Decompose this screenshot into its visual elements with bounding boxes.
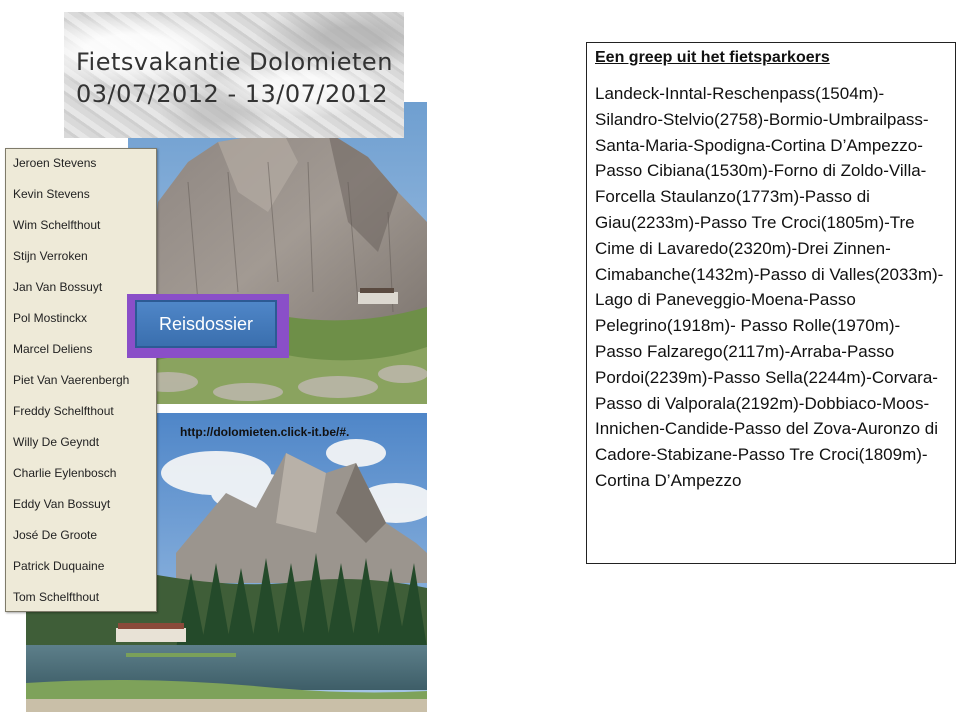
participant-item[interactable]: Piet Van Vaerenbergh (13, 373, 130, 387)
participant-item[interactable]: Pol Mostinckx (13, 311, 88, 325)
participant-item[interactable]: Eddy Van Bossuyt (13, 497, 111, 511)
participant-item[interactable]: Kevin Stevens (13, 187, 90, 201)
participant-item[interactable]: Wim Schelfthout (13, 218, 101, 232)
participant-item[interactable]: Jeroen Stevens (13, 156, 97, 170)
participant-item[interactable]: Freddy Schelfthout (13, 404, 114, 418)
route-description: Landeck-Inntal-Reschenpass(1504m)-Silandro-Stelvio(2758)-Bormio-Umbrailpass-Santa-Maria-Spodigna-Cortina D’Ampezzo-Passo Cibiana(1530m)-Forno di Zoldo-Villa-Forcella Staulanzo(1773m)-Passo di Giau(2233m)-Passo Tre Croci(1805m)-Tre Cime di Lavaredo(2320m)-Drei Zinnen-Cimabanche(1432m)-Passo di Valles(2033m)-Lago di Paneveggio-Moena-Passo Pelegrino(1918m)- Passo Rolle(1970m)-Passo Falzarego(2117m)-Arraba-Passo Pordoi(2239m)-Passo Sella(2244m)-Corvara- Passo di Valporala(2192m)-Dobbiaco-Moos-Innichen-Candide-Passo del Zova-Auronzo di Cadore-Stabizane-Passo Tre Croci(1809m)- Cortina D’Ampezzo (595, 84, 944, 490)
route-panel (586, 42, 956, 564)
reisdossier-button[interactable]: Reisdossier (135, 300, 277, 348)
reisdossier-button-frame (127, 294, 289, 358)
participant-item[interactable]: Tom Schelfthout (13, 590, 100, 604)
page-title: Fietsvakantie Dolomieten (76, 48, 393, 76)
participant-item[interactable]: José De Groote (13, 528, 98, 542)
mountain-photo (128, 102, 427, 404)
site-url[interactable]: http://dolomieten.click-it.be/#. (180, 425, 350, 439)
participant-item[interactable]: Stijn Verroken (13, 249, 88, 263)
title-banner (64, 12, 404, 138)
participant-item[interactable]: Patrick Duquaine (13, 559, 105, 573)
participants-list (5, 148, 157, 612)
participant-item[interactable]: Jan Van Bossuyt (13, 280, 103, 294)
trip-dates: 03/07/2012 - 13/07/2012 (76, 80, 389, 108)
participant-item[interactable]: Marcel Deliens (13, 342, 93, 356)
participant-item[interactable]: Charlie Eylenbosch (13, 466, 117, 480)
route-heading: Een greep uit het fietsparkoers (595, 49, 830, 66)
participant-item[interactable]: Willy De Geyndt (13, 435, 100, 449)
